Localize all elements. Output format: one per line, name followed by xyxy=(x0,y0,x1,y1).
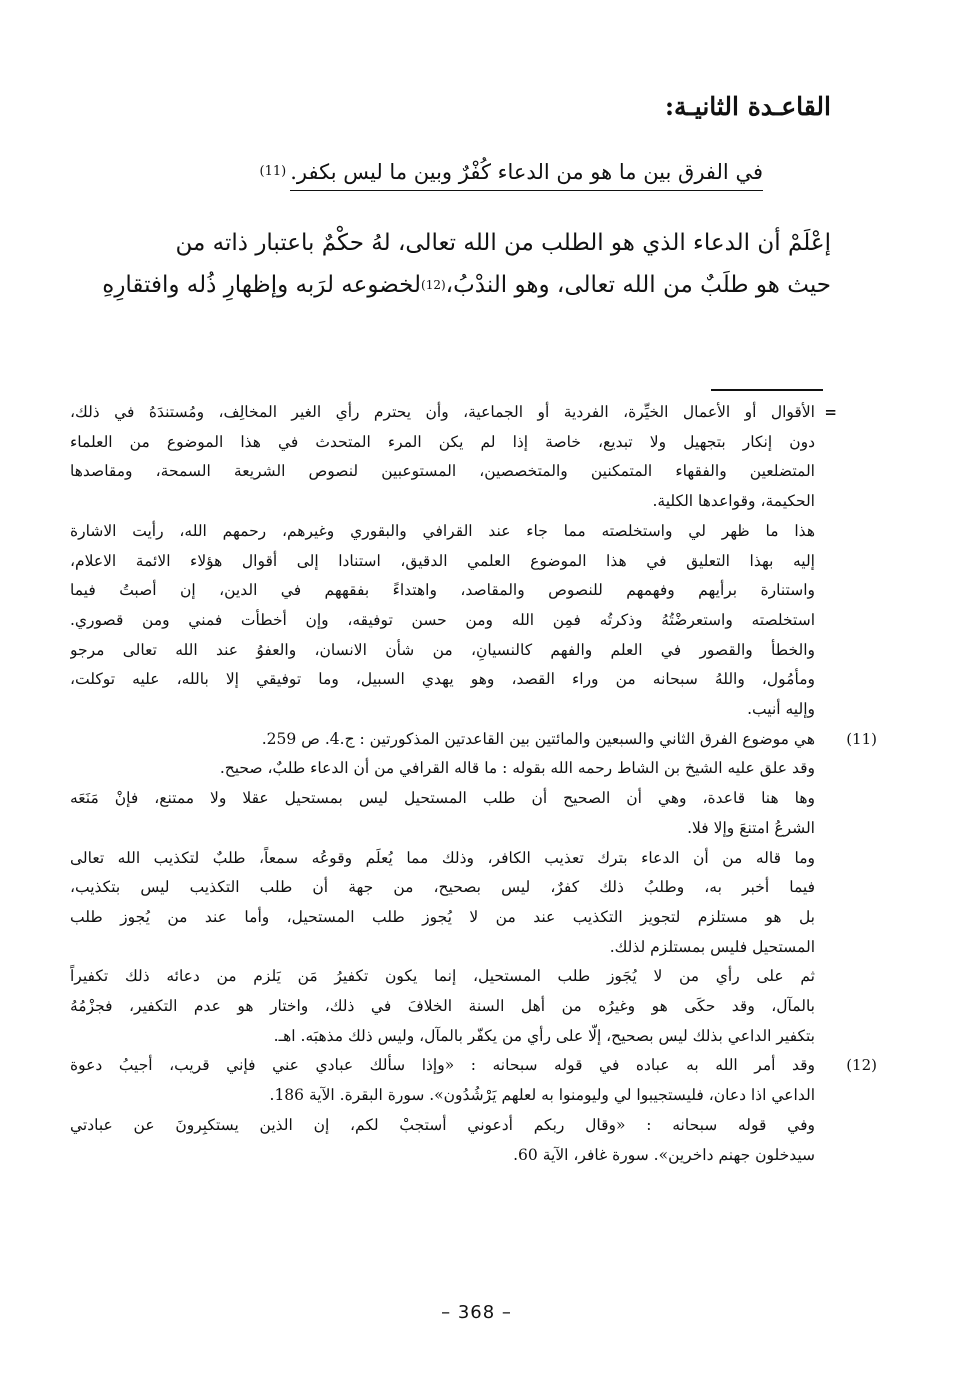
footnote-line: وما قاله من أن الدعاء بترك تعذيب الكافر، وذلك مما يُعلَم وقوعُه سمعاً، طلبٌ لتكذيب الله تعالى xyxy=(70,848,815,867)
footnote-marker-11: (11) xyxy=(846,729,877,748)
footnote-line: واستنارة برأيهم وفهمهم للنصوص والمقاصد، واهتداءً بفقههم في الدين، إن أصبتُ فيما xyxy=(70,581,815,600)
body-paragraph xyxy=(70,222,831,306)
page-number: – 368 – xyxy=(441,1302,512,1323)
footnote-line: وفي قوله سبحانه : «وقال ربكم أدعوني أستجبْ لكم، إن الذين يستكبِرونَ عن عبادتي xyxy=(70,1115,815,1134)
footnote-line: بالمآل، وقد حكَى هو وغيرُه من أهل السنة الخلافَ في ذلك، واختار هو عدم التكفير، فجزْمُهُ xyxy=(70,997,815,1016)
footnote-line: الداعي اذا دعان، فليستجيبوا لي وليومنوا به لعلهم يَرْشُدُون». سورة البقرة. الآية 186. xyxy=(269,1086,815,1105)
footnote-line: وإليه أنيب. xyxy=(747,700,815,719)
footnote-line: المتضلعين والفقهاء المتمكنين والمتخصصين، المستوعبين لنصوص الشريعة السمحة، ومقاصدها xyxy=(70,462,815,481)
footnote-marker-12: (12) xyxy=(846,1056,877,1075)
body-line-2-tail: لخضوعه لرَبه وإظهارِ ذُله وافتقارِهِ xyxy=(102,272,422,298)
footnote-line: المستحيل فليس بمستلزم لذلك. xyxy=(609,937,815,956)
footnote-line: هي موضوع الفرق الثاني والسبعين والمائتين بين القاعدتين المذكورتين : ج.4. ص 259. xyxy=(261,729,815,748)
footnote-line: وها هنا قاعدة، وهي أن الصحيح أن طلب المستحيل ليس بمستحيل عقلا ولا ممتنع، فإنْ مَنَعَه xyxy=(70,789,815,808)
section-title: القاعـدة الثانيـة: xyxy=(664,92,831,121)
footnote-continuation xyxy=(70,398,837,725)
footnote-line: دون إنكار بتجهيل ولا تبديع، خاصة إذا لم يكن المرء المتحدث في هذا الموضوع من العلماء xyxy=(70,432,815,451)
subheading-footnote-ref[interactable]: (11) xyxy=(259,164,287,179)
rule-subheading xyxy=(260,160,763,185)
subheading-text: في الفرق بين ما هو من الدعاء كُفْرٌ وبين ما ليس بكفر. xyxy=(290,160,763,191)
footnote-line: فيما أخبر به، وطلبُ ذلك كفرٌ، ليس بصحيح، من جهة أن طلب التكذيب ليس بتكذيب، xyxy=(70,878,815,897)
footnote-line: بل هو مستلزم لتجويز التكذيب عند من لا يُجوز طلب المستحيل، وأما عند من يُجوز طلب xyxy=(70,907,815,926)
footnote-line: سيدخلون جهنم داخرين». سورة غافر، الآية 60. xyxy=(513,1145,815,1164)
body-line-2-text: حيث هو طلَبٌ من الله تعالى، وهو الندْبُ، xyxy=(445,272,831,298)
footnote-line: بتكفير الداعي بذلك ليس بصحيح، إلّا على رأي من يكفّر بالمآل، وليس ذلك مذهبَه. اهـ. xyxy=(273,1026,815,1045)
body-line-2 xyxy=(70,264,831,306)
footnote-line: والخطأ والقصور في العلم والفهم كالنسيانِ، من شأن الانسان، والعفوُ عند الله تعالى مرجو xyxy=(70,640,815,659)
footnote-separator xyxy=(711,389,823,391)
footnotes-section xyxy=(70,398,877,1170)
footnote-line: استخلصته واستعرضْتُهُ وذكرتُه فمِن الله ومن حسن توفيقه، وإن أخطأت فمني ومن قصوري. xyxy=(70,610,815,629)
footnote-11 xyxy=(70,725,877,1052)
body-line-1: إعْلَمْ أن الدعاء الذي هو الطلب من الله تعالى، لهُ حكْمٌ باعتبار ذاته من xyxy=(175,230,831,256)
footnote-line: الأقوال أو الأعمال الخيِّرة، الفردية أو الجماعية، وأن يحترم رأي الغير المخالِف، ومُستندَهُ في ذلك، xyxy=(70,403,815,421)
footnote-line: الشرعُ امتنعَ وإلا فلا. xyxy=(687,818,815,837)
footnote-12 xyxy=(70,1051,877,1170)
footnote-line: هذا ما ظهر لي واستخلصته مما جاء عند القرافي والبقوري وغيرهم، رحمهم الله، رأيت الاشارة xyxy=(70,521,815,540)
footnote-line: ومأمُول، واللهُ سبحانه من وراء القصد، وهو يهدي السبيل، وما توفيقي إلا بالله، عليه توكلت، xyxy=(70,670,815,689)
body-footnote-ref[interactable]: (12) xyxy=(421,278,446,292)
footnote-line: إليه بهذا التعليق في هذا الموضوع العلمي الدقيق، استنادا إلى أقوال هؤلاء الائمة الاعلام، xyxy=(70,551,815,570)
footnote-line: الحكيمة، وقواعدها الكلية. xyxy=(652,492,815,511)
footnote-line: وقد أمر الله به عباده في قوله سبحانه : «وإذا سألك عبادي عني فإني قريب، أجيبُ دعوة xyxy=(70,1056,815,1075)
footnote-line: ثم على رأي من لا يُجَوز طلب المستحيل، إنما يكون تكفيرُ مَن يَلزم من دعائه ذلك تكفيراً xyxy=(70,967,815,986)
continuation-marker: = xyxy=(824,403,837,421)
footnote-line: وقد علق عليه الشيخ بن الشاط رحمه الله بقوله : ما قاله القرافي من أن الدعاء طلبٌ، صحيح. xyxy=(219,759,815,778)
